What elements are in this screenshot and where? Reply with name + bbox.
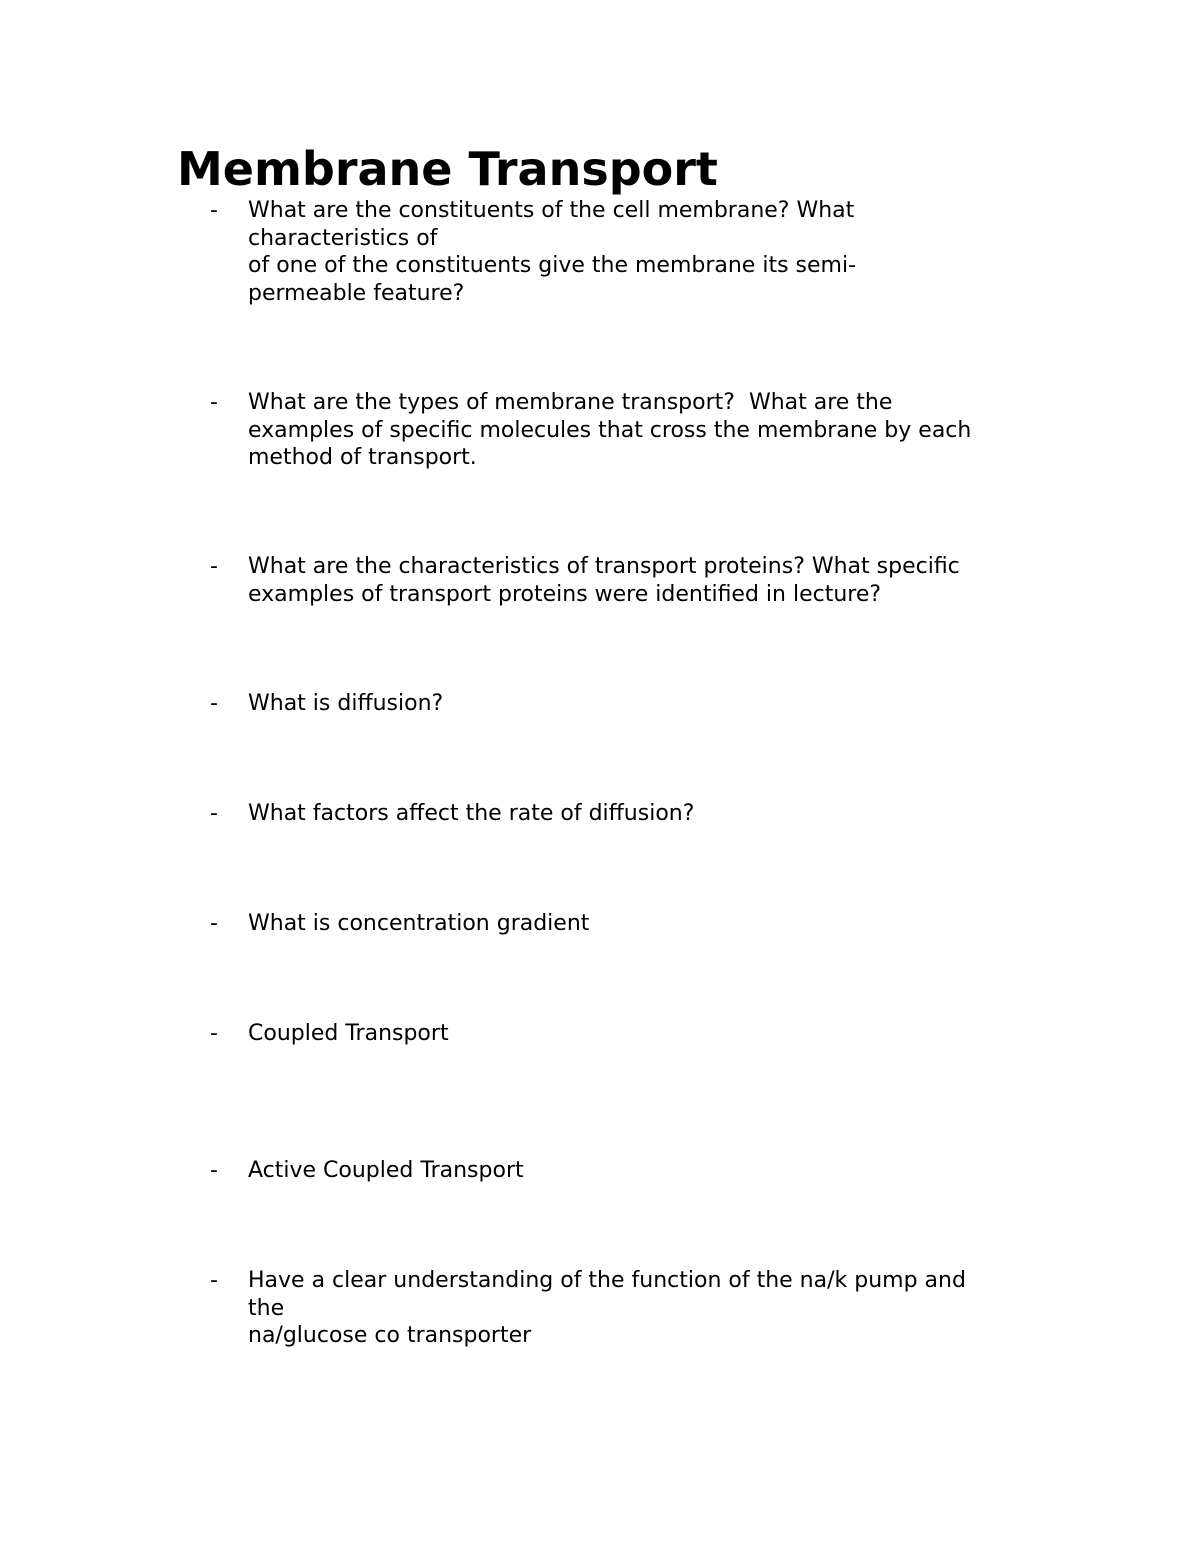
list-item-line: What are the characteristics of transport proteins? What specific xyxy=(248,554,960,579)
list-item-line: Coupled Transport xyxy=(248,1021,449,1046)
bullet-dash: - xyxy=(210,554,218,579)
list-item-line: method of transport. xyxy=(248,445,477,470)
bullet-dash: - xyxy=(210,911,218,936)
list-item-line: of one of the constituents give the membrane its semi- xyxy=(248,253,857,278)
list-item xyxy=(210,1020,1030,1048)
bullet-dash: - xyxy=(210,1268,218,1293)
list-item-line: What is diffusion? xyxy=(248,691,444,716)
list-item-line: What is concentration gradient xyxy=(248,911,590,936)
list-item-line: the xyxy=(248,1295,285,1321)
list-item xyxy=(210,690,1030,718)
bullet-dash: - xyxy=(210,390,218,415)
list-item-line: What factors affect the rate of diffusion? xyxy=(248,801,695,826)
list-item xyxy=(210,800,1030,828)
bullet-dash: - xyxy=(210,691,218,716)
bullet-dash: - xyxy=(210,1158,218,1183)
list-item-line: examples of transport proteins were identified in lecture? xyxy=(248,581,882,607)
list-item-line: Active Coupled Transport xyxy=(248,1158,524,1183)
list-item xyxy=(210,553,1030,608)
list-item-line: na/glucose co transporter xyxy=(248,1323,532,1348)
list-item-line: What are the constituents of the cell membrane? What xyxy=(248,198,855,223)
list-item-line: What are the types of membrane transport? What are the xyxy=(248,390,893,415)
list-item xyxy=(210,1157,1030,1185)
bullet-dash: - xyxy=(210,801,218,826)
list-item-line: permeable feature? xyxy=(248,280,465,306)
bullet-dash: - xyxy=(210,1021,218,1046)
list-item-line: characteristics of xyxy=(248,225,438,251)
list-item-line: Have a clear understanding of the function of the na/k pump and xyxy=(248,1268,966,1293)
page-title: Membrane Transport xyxy=(177,142,718,196)
list-item xyxy=(210,1267,1030,1350)
list-item xyxy=(210,389,1030,472)
list-item xyxy=(210,910,1030,938)
list-item xyxy=(210,197,1030,307)
bullet-dash: - xyxy=(210,198,218,223)
list-item-line: examples of specific molecules that cross the membrane by each xyxy=(248,417,972,443)
